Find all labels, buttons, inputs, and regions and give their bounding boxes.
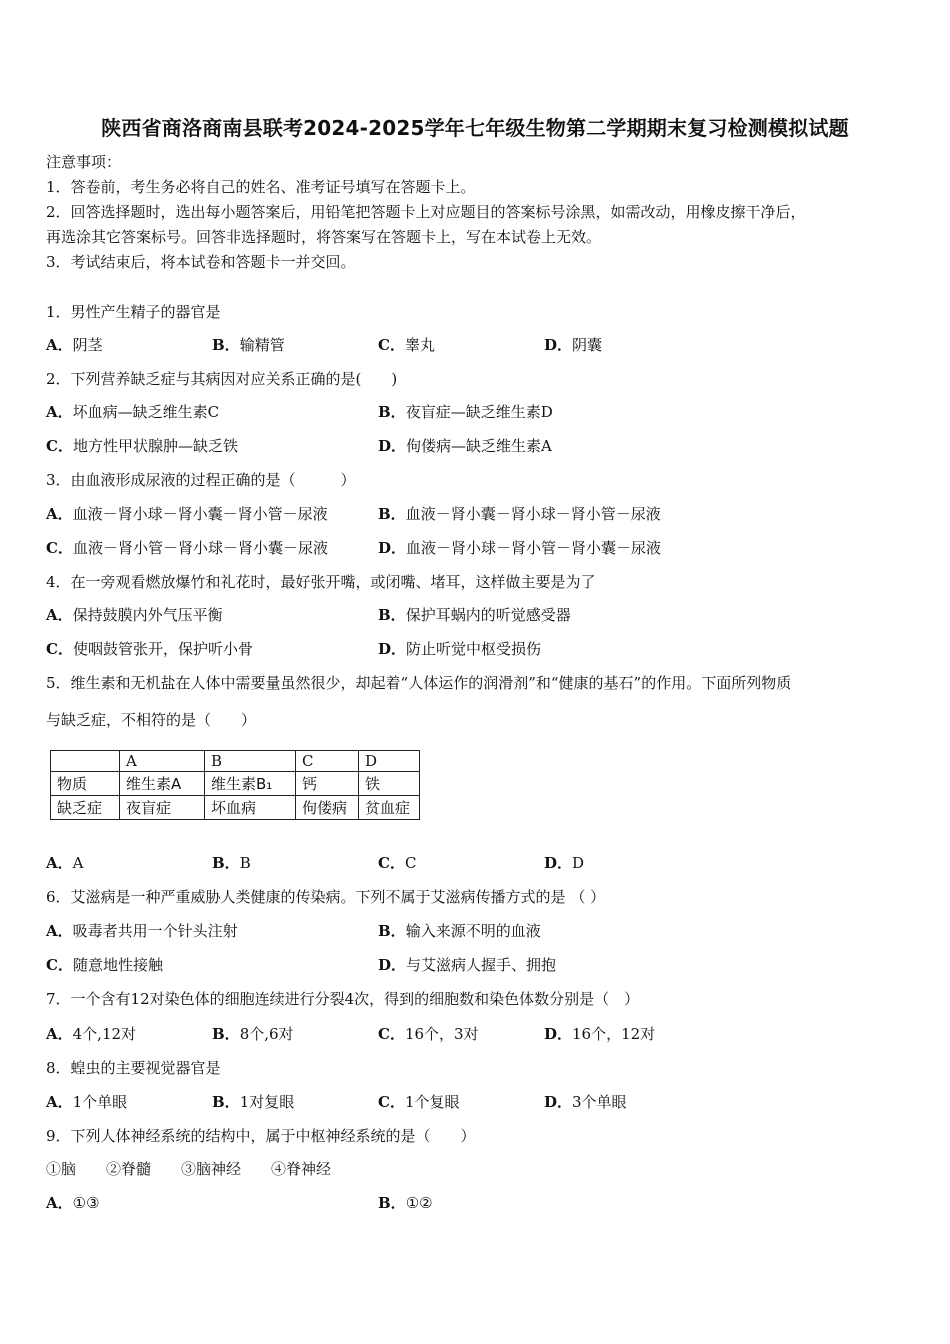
option-b: B．①② — [378, 1194, 433, 1212]
table-cell: 佝偻病 — [296, 796, 359, 820]
option-d: D．佝偻病—缺乏维生素A — [378, 437, 552, 455]
option-d: D．血液－肾小球－肾小管－肾小囊－尿液 — [378, 539, 662, 557]
option-d: D．阴囊 — [544, 336, 603, 354]
table-cell: 贫血症 — [359, 796, 420, 820]
option-d: D．与艾滋病人握手、拥抱 — [378, 956, 557, 974]
table-cell: C — [296, 751, 359, 772]
option-b: B．1对复眼 — [212, 1093, 295, 1111]
option-a: A．1个单眼 — [46, 1093, 128, 1111]
table-cell: 钙 — [296, 772, 359, 796]
question-stem-cont: ①脑 ②脊髓 ③脑神经 ④脊神经 — [46, 1160, 332, 1178]
question-stem: 8．蝗虫的主要视觉器官是 — [46, 1059, 221, 1077]
vitamin-table — [50, 750, 420, 820]
option-c: C．地方性甲状腺肿—缺乏铁 — [46, 437, 238, 455]
option-c: C．随意地性接触 — [46, 956, 163, 974]
option-d: D．3个单眼 — [544, 1093, 627, 1111]
option-c: C．C — [378, 854, 417, 872]
option-b: B．8个,6对 — [212, 1025, 294, 1043]
option-c: C．16个，3对 — [378, 1025, 479, 1043]
question-stem: 3．由血液形成尿液的过程正确的是（ ） — [46, 471, 356, 489]
option-a: A．4个,12对 — [46, 1025, 137, 1043]
notice-item: 2．回答选择题时，选出每小题答案后，用铅笔把答题卡上对应题目的答案标号涂黑，如需改动，用橡皮擦干净后， — [46, 203, 806, 221]
option-c: C．使咽鼓管张开，保护听小骨 — [46, 640, 253, 658]
option-b: B．输入来源不明的血液 — [378, 922, 541, 940]
table-row — [51, 796, 420, 820]
option-d: D．防止听觉中枢受损伤 — [378, 640, 542, 658]
question-stem: 9．下列人体神经系统的结构中，属于中枢神经系统的是（ ） — [46, 1127, 476, 1145]
notice-item: 再选涂其它答案标号。回答非选择题时，将答案写在答题卡上，写在本试卷上无效。 — [46, 228, 602, 246]
notice-heading: 注意事项： — [46, 153, 122, 171]
question-stem: 1．男性产生精子的器官是 — [46, 303, 221, 321]
table-cell: 夜盲症 — [120, 796, 205, 820]
table-cell: 铁 — [359, 772, 420, 796]
table-cell — [51, 751, 120, 772]
notice-item: 3．考试结束后，将本试卷和答题卡一并交回。 — [46, 253, 356, 271]
table-cell: B — [205, 751, 296, 772]
option-d: D．16个，12对 — [544, 1025, 656, 1043]
option-a: A．吸毒者共用一个针头注射 — [46, 922, 238, 940]
table-cell: 维生素A — [120, 772, 205, 796]
table-cell: D — [359, 751, 420, 772]
option-c: C．睾丸 — [378, 336, 435, 354]
question-stem: 6．艾滋病是一种严重威胁人类健康的传染病。下列不属于艾滋病传播方式的是 （ ） — [46, 888, 606, 906]
option-d: D．D — [544, 854, 585, 872]
option-a: A．A — [46, 854, 84, 872]
option-a: A．坏血病—缺乏维生素C — [46, 403, 220, 421]
question-stem-cont: 与缺乏症，不相符的是（ ） — [46, 711, 257, 729]
question-stem: 5．维生素和无机盐在人体中需要量虽然很少，却起着“人体运作的润滑剂”和“健康的基石”的作用。下面所列物质 — [46, 674, 792, 692]
option-b: B．输精管 — [212, 336, 285, 354]
table-header-row — [51, 751, 420, 772]
question-stem: 4．在一旁观看燃放爆竹和礼花时，最好张开嘴，或闭嘴、堵耳，这样做主要是为了 — [46, 573, 596, 591]
table-cell: 缺乏症 — [51, 796, 120, 820]
option-b: B．B — [212, 854, 251, 872]
option-a: A．保持鼓膜内外气压平衡 — [46, 606, 223, 624]
option-a: A．血液－肾小球－肾小囊－肾小管－尿液 — [46, 505, 328, 523]
option-c: C．血液－肾小管－肾小球－肾小囊－尿液 — [46, 539, 328, 557]
option-b: B．夜盲症—缺乏维生素D — [378, 403, 553, 421]
option-b: B．血液－肾小囊－肾小球－肾小管－尿液 — [378, 505, 661, 523]
question-stem: 2．下列营养缺乏症与其病因对应关系正确的是( ) — [46, 370, 398, 388]
table-cell: 维生素B₁ — [205, 772, 296, 796]
question-stem: 7．一个含有12对染色体的细胞连续进行分裂4次，得到的细胞数和染色体数分别是（ ） — [46, 990, 640, 1008]
notice-item: 1．答卷前，考生务必将自己的姓名、准考证号填写在答题卡上。 — [46, 178, 476, 196]
table-cell: A — [120, 751, 205, 772]
table-row — [51, 772, 420, 796]
page-title: 陕西省商洛商南县联考2024-2025学年七年级生物第二学期期末复习检测模拟试题 — [101, 116, 849, 140]
option-a: A．①③ — [46, 1194, 100, 1212]
option-b: B．保护耳蜗内的听觉感受器 — [378, 606, 571, 624]
table-cell: 物质 — [51, 772, 120, 796]
option-c: C．1个复眼 — [378, 1093, 460, 1111]
table-cell: 坏血病 — [205, 796, 296, 820]
option-a: A．阴茎 — [46, 336, 103, 354]
